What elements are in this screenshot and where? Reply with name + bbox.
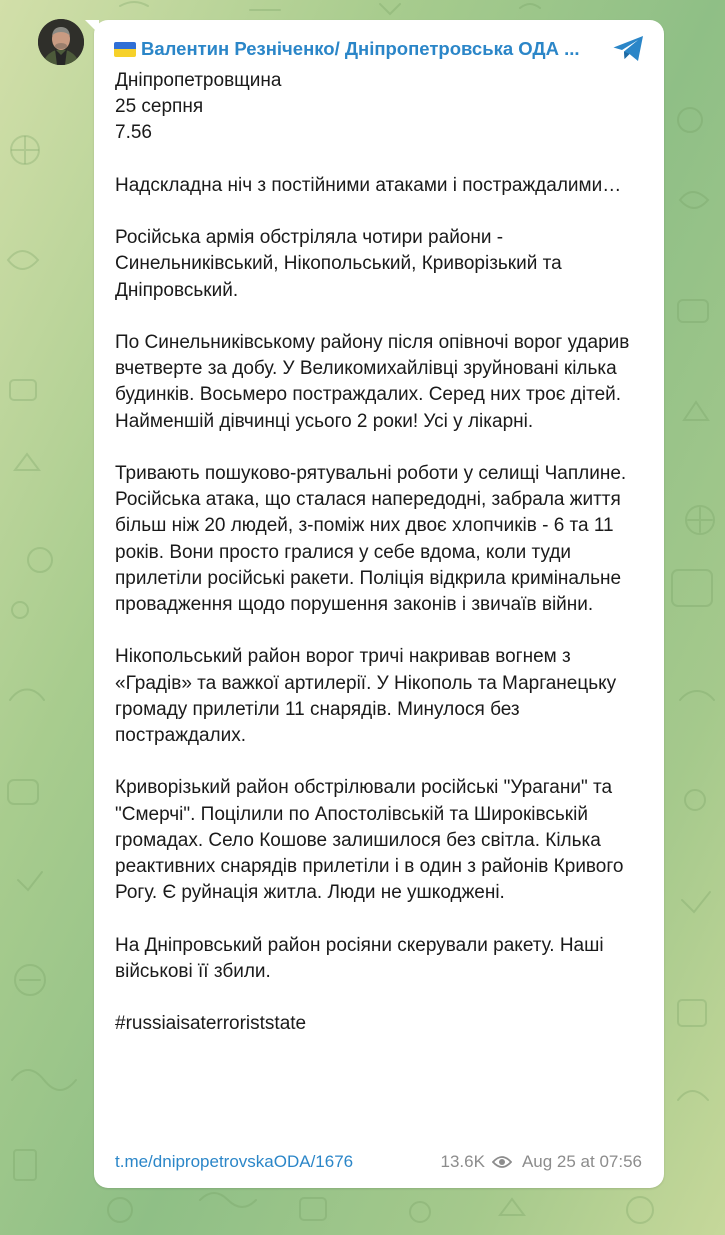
- ukraine-flag-icon: [114, 42, 136, 57]
- message-header: [114, 36, 599, 62]
- post-date: Aug 25 at 07:56: [521, 1152, 642, 1171]
- paragraph-districts: Російська армія обстріляла чотири райони - Синельниківський, Нікопольський, Криворізький та Дніпровський.: [115, 227, 562, 301]
- paragraph-kryvyi-rih: Криворізький район обстрілювали російські "Урагани" та "Смерчі". Поцілили по Апостолівській та Широківській громадах. Село Кошове залишилося без світла. Кілька реактивних снарядів прилетіли і в один з районів Кривого Рогу. Є руйнація житла. Люди не ушкоджені.: [115, 777, 624, 904]
- message-footer: [115, 1151, 642, 1173]
- telegram-icon[interactable]: [612, 34, 646, 64]
- paragraph-chaplyne: Тривають пошуково-рятувальні роботи у селищі Чаплине. Російська атака, що сталася напередодні, забрала життя більш ніж 20 людей, з-поміж них двоє хлопчиків - 6 та 11 років. Вони просто гралися у себе вдома, коли туди прилетіли російські ракети. Поліція відкрила кримінальне провадження щодо порушення законів і звичаїв війни.: [115, 462, 627, 615]
- paragraph-nikopol: Нікопольський район ворог тричі накривав вогнем з «Градів» та важкої артилерії. У Нікополь та Марганецьку громаду прилетіли 11 снарядів. Минулося без постраждалих.: [115, 646, 617, 746]
- channel-name[interactable]: Валентин Резніченко/ Дніпропетровська ОДА ...: [141, 38, 580, 59]
- view-count: 13.6K: [440, 1152, 485, 1171]
- message-bubble: [94, 20, 664, 1188]
- paragraph-intro: Надскладна ніч з постійними атаками і постраждалими…: [115, 174, 622, 196]
- paragraph-date-location: Дніпропетровщина 25 серпня 7.56: [115, 70, 282, 144]
- eye-icon: [492, 1155, 512, 1169]
- avatar[interactable]: [38, 19, 84, 65]
- paragraph-dnipro: На Дніпровський район росіяни скерували ракету. Наші військові її збили.: [115, 934, 604, 982]
- paragraph-synelnykove: По Синельниківському району після опівночі ворог ударив вчетверте за добу. У Великомихайлівці зруйновані кілька будинків. Восьмеро постраждалих. Серед них троє дітей. Найменшій дівчинці усього 2 роки! Усі у лікарні.: [115, 331, 630, 432]
- message-text: [115, 68, 650, 1037]
- hashtag[interactable]: #russiaisaterroriststate: [115, 1013, 307, 1035]
- post-link[interactable]: t.me/dnipropetrovskaODA/1676: [115, 1152, 354, 1171]
- avatar-portrait-icon: [38, 19, 84, 65]
